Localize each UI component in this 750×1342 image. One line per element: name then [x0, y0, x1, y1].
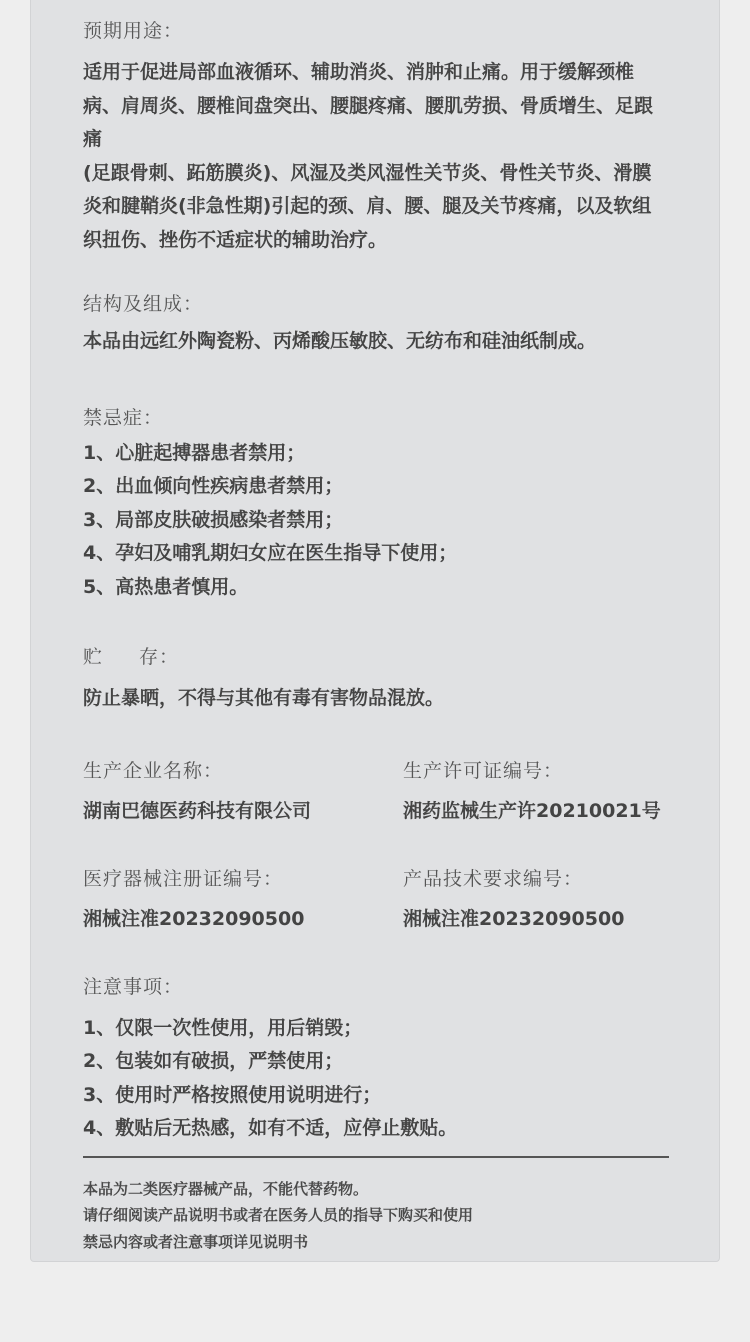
- company-info-row: [83, 754, 667, 828]
- contraindications-section: [83, 401, 667, 605]
- tech-requirement-label: 产品技术要求编号：: [403, 867, 584, 890]
- structure-title: 结构及组成：: [83, 293, 204, 315]
- company-name-label: 生产企业名称：: [83, 759, 224, 782]
- storage-text: 防止暴晒，不得与其他有毒有害物品混放。: [83, 687, 445, 709]
- notice-title: 注意事项：: [83, 975, 184, 998]
- footnote-line: 禁忌内容或者注意事项详见说明书: [83, 1232, 309, 1251]
- intended-use-text: [83, 56, 667, 257]
- divider: [83, 1156, 669, 1158]
- tech-requirement-cell: [403, 862, 667, 936]
- structure-text: 本品由远红外陶瓷粉、丙烯酸压敏胶、无纺布和硅油纸制成。: [83, 330, 597, 352]
- instructions-card: [30, 0, 720, 1262]
- list-item: 4、敷贴后无热感，如有不适，应停止敷贴。: [83, 1117, 458, 1139]
- list-item: 4、孕妇及哺乳期妇女应在医生指导下使用；: [83, 542, 458, 564]
- production-license-label: 生产许可证编号：: [403, 759, 564, 782]
- contraindications-list: [83, 437, 667, 605]
- structure-section: [83, 287, 667, 359]
- list-item: 2、出血倾向性疾病患者禁用；: [83, 475, 344, 497]
- intended-use-title: 预期用途：: [83, 20, 184, 42]
- intended-use-line: 病、肩周炎、腰椎间盘突出、腰腿疼痛、腰肌劳损、骨质增生、足跟痛: [83, 94, 654, 150]
- storage-title-rest: 存：: [139, 646, 180, 668]
- company-name-cell: [83, 754, 403, 828]
- production-license-value: 湘药监械生产许20210021号: [403, 799, 661, 822]
- registration-value: 湘械注准20232090500: [83, 907, 305, 930]
- storage-title-char: 贮: [83, 646, 104, 668]
- footnote-line: 本品为二类医疗器械产品，不能代替药物。: [83, 1179, 369, 1198]
- storage-title: [83, 640, 667, 674]
- list-item: 1、仅限一次性使用，用后销毁；: [83, 1016, 363, 1039]
- notice-list: [83, 1012, 667, 1146]
- contraindications-title: 禁忌症：: [83, 406, 164, 429]
- footnote-line: 请仔细阅读产品说明书或者在医务人员的指导下购买和使用: [83, 1206, 474, 1224]
- tech-requirement-value: 湘械注准20232090500: [403, 907, 625, 930]
- intended-use-line: 炎和腱鞘炎(非急性期)引起的颈、肩、腰、腿及关节疼痛，以及软组: [83, 195, 652, 217]
- list-item: 5、高热患者慎用。: [83, 575, 249, 598]
- intended-use-line: (足跟骨刺、跖筋膜炎)、风湿及类风湿性关节炎、骨性关节炎、滑膜: [83, 161, 652, 184]
- storage-section: [83, 640, 667, 716]
- intended-use-section: [83, 14, 667, 257]
- intended-use-line: 适用于促进局部血液循环、辅助消炎、消肿和止痛。用于缓解颈椎: [83, 61, 635, 83]
- footnotes: [83, 1176, 667, 1256]
- list-item: 1、心脏起搏器患者禁用；: [83, 441, 306, 464]
- notice-section: [83, 970, 667, 1146]
- list-item: 3、局部皮肤破损感染者禁用；: [83, 508, 344, 531]
- intended-use-line: 织扭伤、挫伤不适症状的辅助治疗。: [83, 228, 388, 251]
- device-info-row: [83, 862, 667, 936]
- list-item: 2、包装如有破损，严禁使用；: [83, 1050, 344, 1072]
- company-name-value: 湖南巴德医药科技有限公司: [83, 799, 312, 822]
- list-item: 3、使用时严格按照使用说明进行；: [83, 1083, 382, 1106]
- production-license-cell: [403, 754, 667, 828]
- registration-label: 医疗器械注册证编号：: [83, 867, 284, 890]
- registration-cell: [83, 862, 403, 936]
